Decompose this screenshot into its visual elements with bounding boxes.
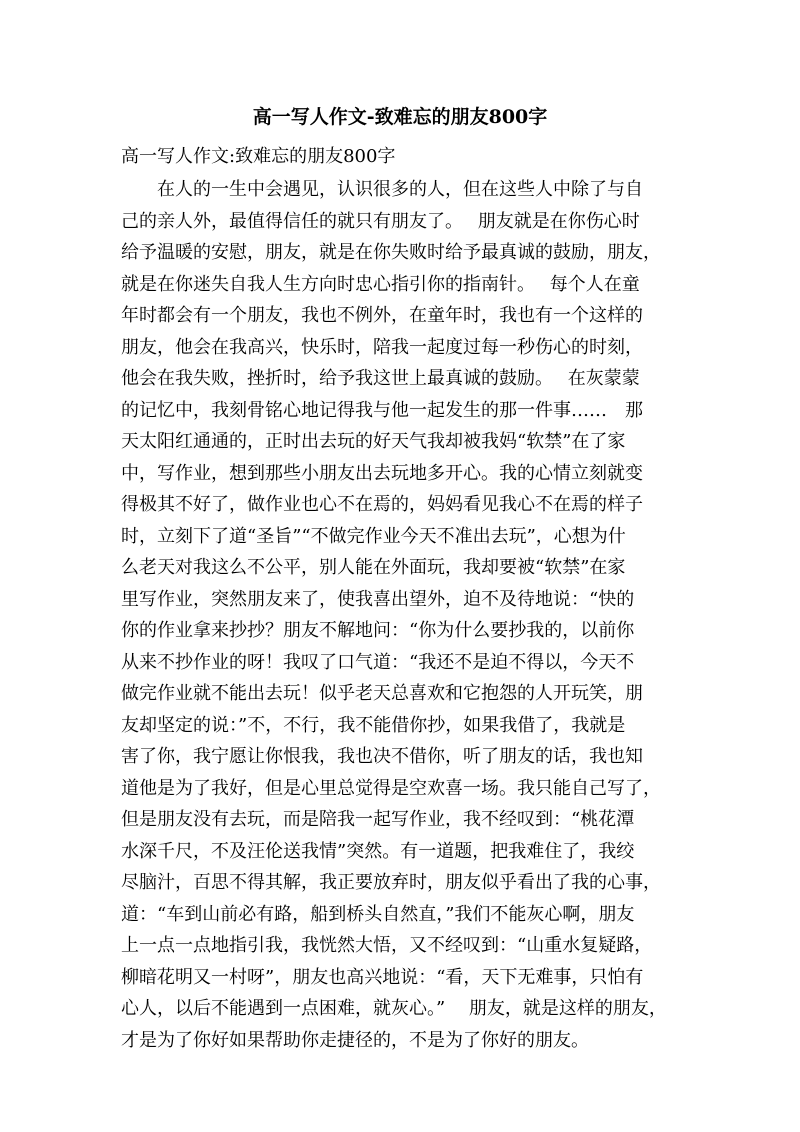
- body-line: 上一点一点地指引我，我恍然大悟，又不经叹到：“山重水复疑路，: [121, 935, 653, 956]
- body-line: 但是朋友没有去玩，而是陪我一起写作业，我不经叹到：“桃花潭: [121, 809, 635, 830]
- body-line: 才是为了你好如果帮助你走捷径的，不是为了你好的朋友。: [121, 1029, 589, 1051]
- body-line: 在人的一生中会遇见，认识很多的人，但在这些人中除了与自: [157, 179, 643, 200]
- article-body: [121, 174, 691, 1056]
- body-line: 做完作业就不能出去玩！似乎老天总喜欢和它抱怨的人开玩笑，朋: [121, 683, 643, 704]
- body-line: 时，立刻下了道“圣旨”“不做完作业今天不准出去玩”，心想为什: [121, 525, 626, 547]
- body-line: 天太阳红通通的，正时出去玩的好天气我却被我妈“软禁”在了家: [121, 431, 626, 452]
- body-line: 的记忆中，我刻骨铭心地记得我与他一起发生的那一件事…… 那: [121, 399, 643, 421]
- body-line: 道他是为了我好，但是心里总觉得是空欢喜一场。我只能自己写了，: [121, 777, 661, 799]
- document-subtitle: 高一写人作文:致难忘的朋友800字: [121, 146, 396, 167]
- body-line: 里写作业，突然朋友来了，使我喜出望外，迫不及待地说：“快的: [121, 588, 635, 610]
- body-line: 心人，以后不能遇到一点困难，就灰心。” 朋友，就是这样的朋友，: [121, 998, 667, 1019]
- body-line: 己的亲人外，最值得信任的就只有朋友了。 朋友就是在你伤心时: [121, 210, 640, 232]
- body-line: 朋友，他会在我高兴，快乐时，陪我一起度过每一秒伤心的时刻，: [121, 336, 643, 358]
- body-line: 就是在你迷失自我人生方向时忠心指引你的指南针。 每个人在童: [121, 273, 640, 295]
- body-line: 道：“车到山前必有路，船到桥头自然直，”我们不能灰心啊，朋友: [121, 903, 635, 925]
- body-line: 水深千尺，不及汪伦送我情”突然。有一道题，把我难住了，我绞: [121, 840, 635, 862]
- body-line: 他会在我失败，挫折时，给予我这世上最真诚的鼓励。 在灰蒙蒙: [121, 368, 640, 389]
- body-line: 得极其不好了，做作业也心不在焉的，妈妈看见我心不在焉的样子: [121, 494, 643, 515]
- document-title: 高一写人作文-致难忘的朋友800字: [252, 106, 548, 128]
- body-line: 么老天对我这么不公平，别人能在外面玩，我却要被“软禁”在家: [121, 557, 626, 578]
- body-line: 年时都会有一个朋友，我也不例外，在童年时，我也有一个这样的: [121, 305, 643, 326]
- body-line: 友却坚定的说：”不，不行，我不能借你抄，如果我借了，我就是: [121, 714, 626, 736]
- body-line: 给予温暖的安慰，朋友，就是在你失败时给予最真诚的鼓励，朋友，: [121, 242, 661, 263]
- body-line: 从来不抄作业的呀！我叹了口气道：“我还不是迫不得以，今天不: [121, 651, 635, 673]
- body-line: 你的作业拿来抄抄？朋友不解地问：“你为什么要抄我的，以前你: [121, 620, 635, 641]
- body-line: 害了你，我宁愿让你恨我，我也决不借你，听了朋友的话，我也知: [121, 746, 643, 767]
- body-line: 尽脑汁，百思不得其解，我正要放弃时，朋友似乎看出了我的心事，: [121, 872, 661, 893]
- body-line: 柳暗花明又一村呀”，朋友也高兴地说：“看，天下无难事，只怕有: [121, 966, 644, 988]
- body-line: 中，写作业，想到那些小朋友出去玩地多开心。我的心情立刻就变: [121, 462, 643, 484]
